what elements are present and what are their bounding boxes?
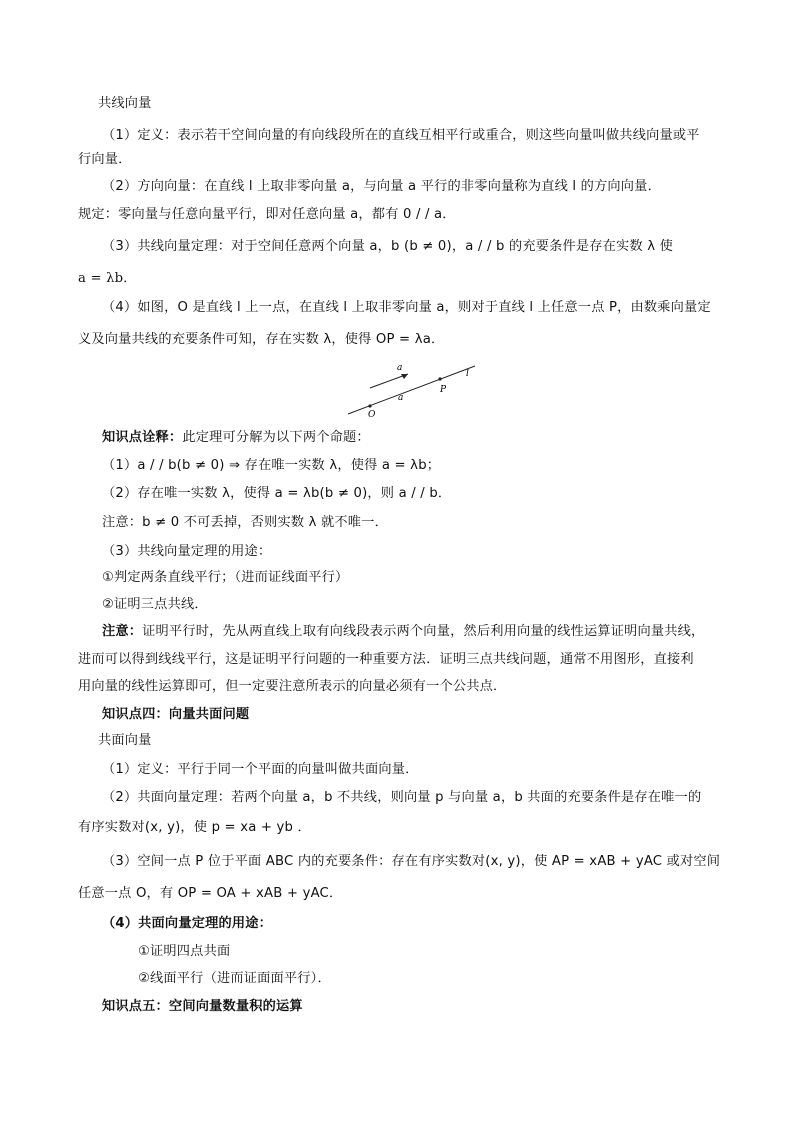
subheading-coplanar-vectors: 共面向量 <box>98 733 152 748</box>
collinear-theorem-line1: （3）共线向量定理：对于空间任意两个向量 a，b (b ≠ 0)，a / / b 的充要条件是存在实数 λ 使 <box>102 239 674 254</box>
line-l <box>348 366 475 414</box>
label-O: O <box>368 410 376 420</box>
coplanar-theorem-line1: （2）共面向量定理：若两个向量 a，b 不共线，则向量 p 与向量 a，b 共面的充要条件是存在唯一的 <box>102 790 702 805</box>
label-a-upper: a <box>397 363 403 373</box>
attention-line1 <box>102 622 704 642</box>
coplanar-definition: （1）定义：平行于同一个平面的向量叫做共面向量． <box>102 762 419 777</box>
plane-condition-line2: 任意一点 O，有 OP = OA + xAB + yAC． <box>78 886 343 901</box>
attention-line2: 进而可以得到线线平行，这是证明平行问题的一种重要方法．证明三点共线问题，通常不用图形，直接利 <box>78 652 694 667</box>
point-P <box>438 377 441 380</box>
section-heading-coplanar: 知识点四：向量共面问题 <box>102 707 250 722</box>
heading-collinear-vectors: 共线向量 <box>98 96 152 111</box>
use-line-plane-parallel: ②线面平行（进而证面面平行）． <box>138 971 331 986</box>
figure-explanation-line2: 义及向量共线的充要条件可知，存在实数 λ，使得 OP = λa． <box>78 332 445 347</box>
section-heading-dot-product: 知识点五：空间向量数量积的运算 <box>102 999 303 1014</box>
note-nonzero-b: 注意：b ≠ 0 不可丢掉，否则实数 λ 就不唯一． <box>102 515 388 530</box>
coplanar-theorem-line2: 有序实数对(x, y)，使 p = xa + yb ． <box>78 820 311 835</box>
label-P: P <box>440 385 447 395</box>
figure-explanation-line1: （4）如图，O 是直线 l 上一点，在直线 l 上取非零向量 a，则对于直线 l 上任意一点 P，由数乘向量定 <box>102 300 711 315</box>
collinear-figure <box>340 360 490 420</box>
label-l: l <box>466 369 469 379</box>
knowledge-note-line <box>102 428 370 448</box>
collinear-theorem-line2: a = λb． <box>78 271 137 286</box>
knowledge-note-label: 知识点诠释： <box>102 430 183 445</box>
plane-condition-line1: （3）空间一点 P 位于平面 ABC 内的充要条件：存在有序实数对(x, y)，使 AP = xAB + yAC 或对空间 <box>102 854 721 869</box>
use-four-points: ①证明四点共面 <box>138 944 231 959</box>
attention-text: 证明平行时，先从两直线上取有向线段表示两个向量，然后利用向量的线性运算证明向量共线， <box>142 624 705 639</box>
direction-vector-line: （2）方向向量：在直线 l 上取非零向量 a，与向量 a 平行的非零向量称为直线 l 的方向向量． <box>102 179 661 194</box>
coplanar-uses-heading: （4）共面向量定理的用途： <box>102 916 273 931</box>
point-O <box>368 404 371 407</box>
label-a-lower: a <box>398 393 404 403</box>
collinear-definition-line2: 行向量． <box>78 152 132 167</box>
knowledge-note-text: 此定理可分解为以下两个命题： <box>182 430 370 445</box>
attention-line3: 用向量的线性运算即可，但一定要注意所表示的向量必须有一个公共点． <box>78 679 507 694</box>
proposition-2: （2）存在唯一实数 λ，使得 a = λb(b ≠ 0)，则 a / / b． <box>102 486 452 501</box>
use-three-points: ②证明三点共线． <box>102 597 208 612</box>
attention-label: 注意： <box>102 624 143 639</box>
collinear-definition-line1: （1）定义：表示若干空间向量的有向线段所在的直线互相平行或重合，则这些向量叫做共线向量或平 <box>102 128 700 143</box>
collinear-uses-heading: （3）共线向量定理的用途： <box>102 544 272 559</box>
proposition-1: （1）a / / b(b ≠ 0) ⇒ 存在唯一实数 λ，使得 a = λb； <box>102 458 441 473</box>
use-parallel-lines: ①判定两条直线平行；（进而证线面平行） <box>102 570 349 585</box>
zero-vector-rule-line: 规定：零向量与任意向量平行，即对任意向量 a，都有 0 / / a． <box>78 207 456 222</box>
